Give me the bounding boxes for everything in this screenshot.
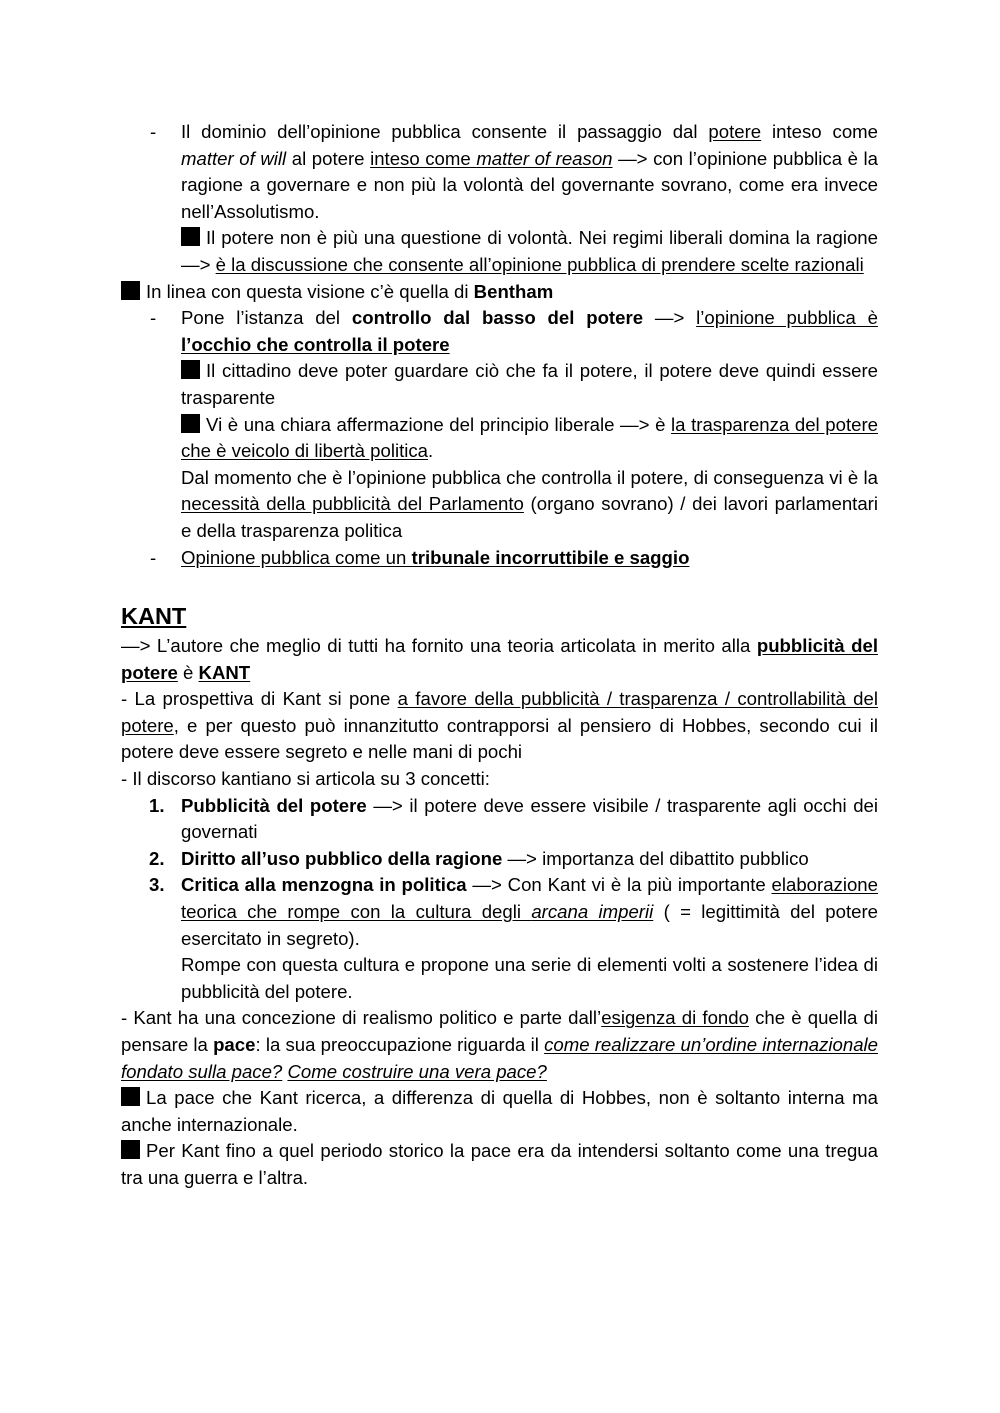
bullet-dash: - <box>150 307 157 329</box>
black-square-icon <box>181 414 200 433</box>
paragraph: Il dominio dell’opinione pubblica consente il passaggio dal potere inteso come matter of will al potere inteso come matter of reason —> con l’opinione pubblica è la ragione a governare e non più la volontà del governante sovrano, come era invece nell’Assolutismo. <box>181 121 879 222</box>
paragraph: —> L’autore che meglio di tutti ha fornito una teoria articolata in merito alla pubblicità del potere è KANT <box>121 635 878 683</box>
paragraph: La pace che Kant ricerca, a differenza di quella di Hobbes, non è soltanto interna ma anche internazionale. <box>121 1087 878 1135</box>
paragraph: Vi è una chiara affermazione del principio liberale —> è la trasparenza del potere che è veicolo di libertà politica. <box>181 413 878 462</box>
paragraph: Pone l’istanza del controllo dal basso del potere —> l’opinione pubblica è l’occhio che controlla il potere <box>181 307 878 355</box>
numbered-item <box>121 846 878 873</box>
bullet-item <box>121 305 878 544</box>
bullet-dash: - <box>150 121 157 142</box>
bullet-dash: - <box>150 546 157 568</box>
paragraph: Per Kant fino a quel periodo storico la pace era da intendersi soltanto come una tregua tra una guerra e l’altra. <box>121 1140 878 1188</box>
paragraph: Il cittadino deve poter guardare ciò che fa il potere, il potere deve quindi essere trasparente <box>181 360 878 408</box>
section-heading: KANT <box>121 603 187 630</box>
paragraph: - La prospettiva di Kant si pone a favore della pubblicità / trasparenza / controllabilità del potere, e per questo può innanzitutto contrapporsi al pensiero di Hobbes, secondo cui il potere deve essere segreto e nelle mani di pochi <box>121 688 878 763</box>
black-square-icon <box>181 360 200 379</box>
numbered-item <box>121 793 878 846</box>
document-page <box>121 119 878 1192</box>
paragraph: Opinione pubblica come un tribunale incorruttibile e saggio <box>181 546 690 568</box>
paragraph: Critica alla menzogna in politica —> Con Kant vi è la più importante elaborazione teorica che rompe con la cultura degli arcana imperii ( = legittimità del potere esercitato in segreto). <box>181 874 878 949</box>
bullet-item <box>121 545 878 572</box>
paragraph: In linea con questa visione c’è quella di Bentham <box>121 279 878 306</box>
paragraph: Diritto all’uso pubblico della ragione —> importanza del dibattito pubblico <box>181 847 809 869</box>
black-square-icon <box>121 1140 140 1159</box>
paragraph: Dal momento che è l’opinione pubblica che controlla il potere, di conseguenza vi è la necessità della pubblicità del Parlamento (organo sovrano) / dei lavori parlamentari e della trasparenza politica <box>181 466 878 541</box>
paragraph: - Il discorso kantiano si articola su 3 concetti: <box>121 768 490 790</box>
paragraph: Rompe con questa cultura e propone una serie di elementi volti a sostenere l’idea di pubblicità del potere. <box>181 954 878 1002</box>
paragraph: - Kant ha una concezione di realismo politico e parte dall’esigenza di fondo che è quella di pensare la pace: la sua preoccupazione riguarda il come realizzare un’ordine internazionale fondato sulla pace? Come costruire una vera pace? <box>121 1007 879 1082</box>
paragraph: Il potere non è più una questione di volontà. Nei regimi liberali domina la ragione —> è la discussione che consente all’opinione pubblica di prendere scelte razionali <box>181 227 878 275</box>
list-number: 2. <box>149 847 165 869</box>
black-square-icon <box>181 227 200 246</box>
list-number: 3. <box>149 874 165 896</box>
paragraph: Pubblicità del potere —> il potere deve essere visibile / trasparente agli occhi dei governati <box>181 794 879 843</box>
list-number: 1. <box>149 794 165 816</box>
bullet-item <box>121 119 878 279</box>
numbered-item <box>121 872 878 1005</box>
black-square-icon <box>121 1087 140 1106</box>
black-square-icon <box>121 281 140 300</box>
